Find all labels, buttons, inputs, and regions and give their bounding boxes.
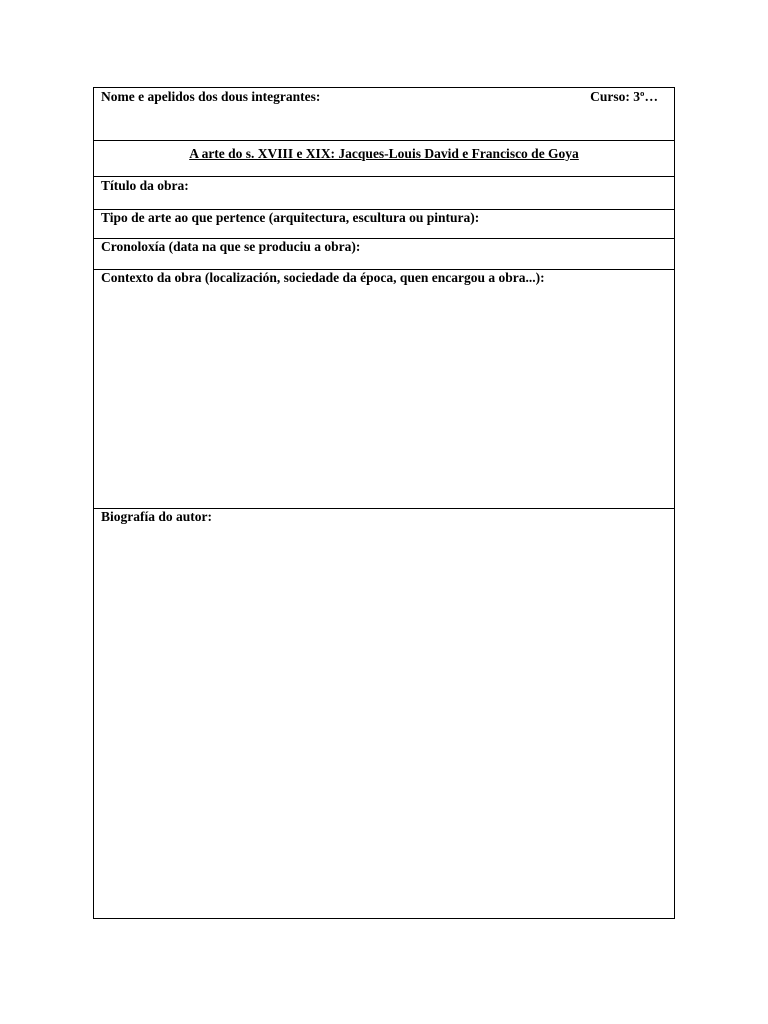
worksheet-title: A arte do s. XVIII e XIX: Jacques-Louis David e Francisco de Goya — [189, 146, 579, 161]
course-label: Curso: 3º… — [590, 89, 658, 104]
context-label: Contexto da obra (localización, sociedade da época, quen encargou a obra...): — [101, 270, 545, 285]
art-type-label: Tipo de arte ao que pertence (arquitectura, escultura ou pintura): — [101, 210, 480, 225]
names-row — [94, 88, 674, 141]
biography-row — [94, 509, 674, 918]
worksheet-form — [93, 87, 675, 919]
biography-label: Biografía do autor: — [101, 509, 212, 524]
context-row — [94, 270, 674, 509]
work-title-row — [94, 177, 674, 210]
chronology-label: Cronoloxía (data na que se produciu a obra): — [101, 239, 361, 254]
work-title-label: Título da obra: — [101, 178, 189, 193]
chronology-row — [94, 239, 674, 270]
art-type-row — [94, 210, 674, 239]
names-label: Nome e apelidos dos dous integrantes: — [101, 89, 321, 104]
title-row — [94, 141, 674, 177]
